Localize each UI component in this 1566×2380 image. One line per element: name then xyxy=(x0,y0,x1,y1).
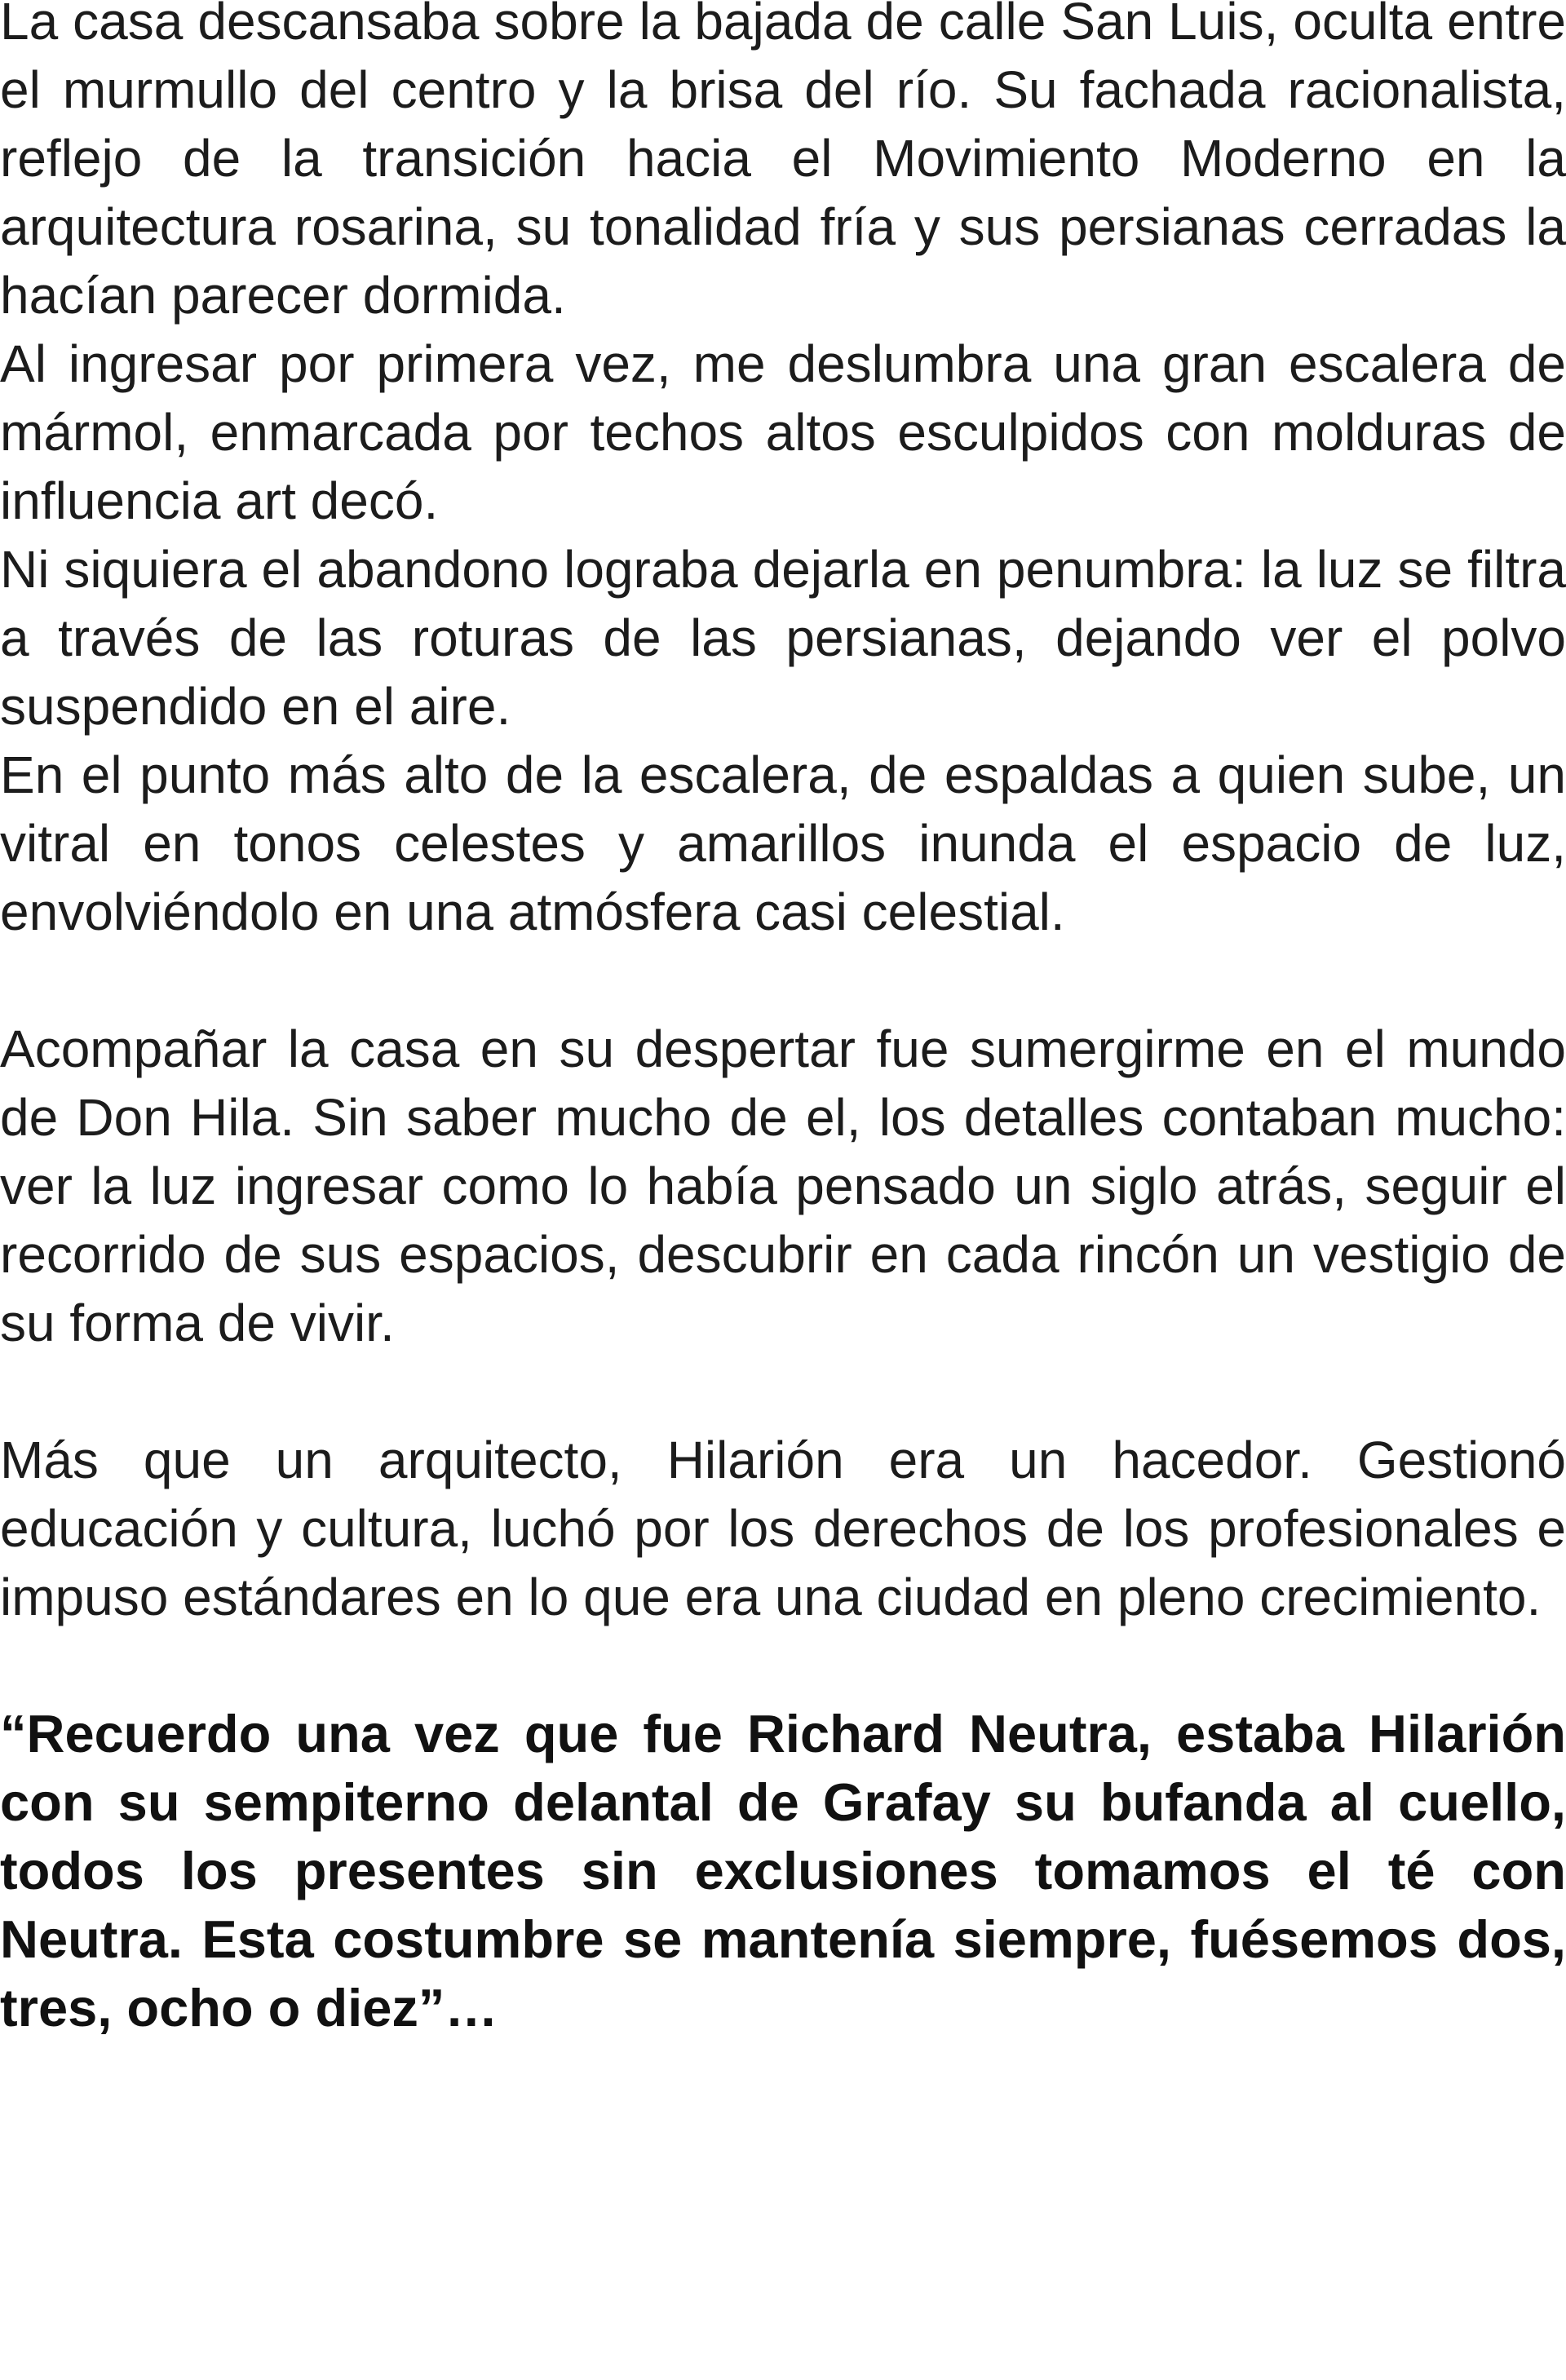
paragraph-spacer xyxy=(0,1631,1566,1700)
paragraph-stained-glass: En el punto más alto de la escalera, de espaldas a quien sube, un vitral en tonos celestes y amarillos inunda el espacio de luz, envolviéndolo en una atmósfera casi celestial. xyxy=(0,745,1566,941)
paragraph-spacer xyxy=(0,946,1566,1015)
paragraph-spacer xyxy=(0,1357,1566,1426)
paragraph-don-hila: Acompañar la casa en su despertar fue sumergirme en el mundo de Don Hila. Sin saber mucho de el, los detalles contaban mucho: ver la luz ingresar como lo había pensado un siglo atrás, seguir el recorrido de sus espacios, descubrir en cada rincón un vestigio de su forma de vivir. xyxy=(0,1020,1566,1352)
paragraph-hilarion-maker: Más que un arquitecto, Hilarión era un hacedor. Gestionó educación y cultura, luchó por los derechos de los profesionales e impuso estándares en lo que era una ciudad en pleno crecimiento. xyxy=(0,1431,1566,1626)
paragraph-house-description: La casa descansaba sobre la bajada de calle San Luis, oculta entre el murmullo del centro y la brisa del río. Su fachada racionalista, reflejo de la transición hacia el Movimiento Moderno en la arquitectura rosarina, su tonalidad fría y sus persianas cerradas la hacían parecer dormida. xyxy=(0,0,1566,325)
neutra-quote: “Recuerdo una vez que fue Richard Neutra, estaba Hilarión con su sempiterno delantal de Grafay su bufanda al cuello, todos los presentes sin exclusiones tomamos el té con Neutra. Esta costumbre se mantenía siempre, fuésemos dos, tres, ocho o diez”… xyxy=(0,1704,1566,2037)
paragraph-marble-staircase: Al ingresar por primera vez, me deslumbra una gran escalera de mármol, enmarcada por techos altos esculpidos con molduras de influencia art decó. xyxy=(0,334,1566,530)
paragraph-light-through-blinds: Ni siquiera el abandono lograba dejarla en penumbra: la luz se filtra a través de las roturas de las persianas, dejando ver el polvo suspendido en el aire. xyxy=(0,540,1566,736)
